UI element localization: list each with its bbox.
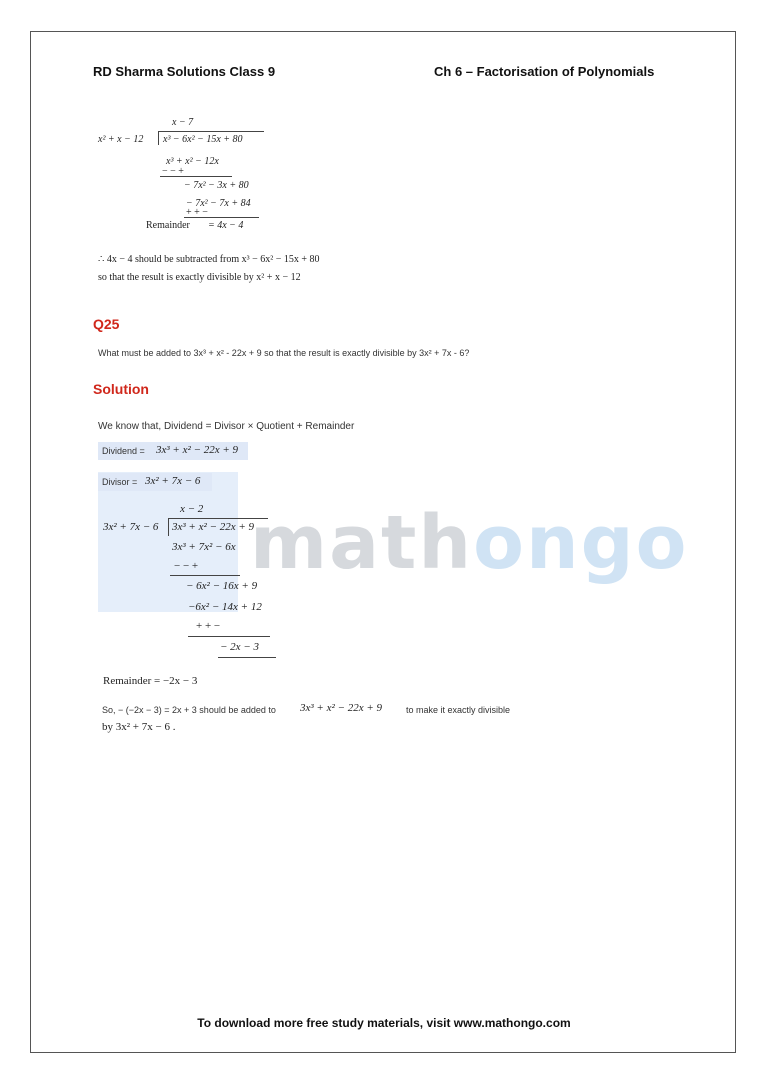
signs1-2: − − +	[174, 560, 199, 572]
signs2-2: + + −	[196, 620, 221, 632]
watermark-text: mathongo	[250, 500, 689, 586]
header-title: RD Sharma Solutions Class 9	[93, 64, 276, 79]
divisor-2: 3x² + 7x − 6	[103, 521, 159, 533]
dividend-value: 3x³ + x² − 22x + 9	[156, 444, 239, 456]
known-formula: We know that, Dividend = Divisor × Quotient + Remainder	[98, 421, 355, 432]
remainder-value-1: = 4x − 4	[208, 220, 244, 231]
question-text: What must be added to 3x³ + x² - 22x + 9 so that the result is exactly divisible by 3x² + 7x - 6?	[98, 348, 470, 358]
step1-1: x³ + x² − 12x	[166, 156, 219, 167]
rule-1a	[160, 176, 232, 177]
division-bracket-1	[158, 131, 159, 145]
question-label: Q25	[93, 316, 120, 332]
division-bracket-2	[168, 518, 169, 536]
solution-label: Solution	[93, 381, 149, 397]
diff2-2: − 2x − 3	[220, 641, 259, 653]
conclusion2-line2: by 3x² + 7x − 6 .	[102, 721, 176, 733]
quotient-2: x − 2	[180, 503, 204, 515]
conclusion2-expr: 3x³ + x² − 22x + 9	[300, 702, 383, 714]
rule-2b	[188, 636, 270, 637]
divisor-value: 3x² + 7x − 6	[145, 475, 201, 487]
dividend-2: 3x³ + x² − 22x + 9	[172, 521, 255, 533]
conclusion2-text-a: So, − (−2x − 3) = 2x + 3 should be added to	[102, 705, 276, 715]
conclusion1-line1: ∴ 4x − 4 should be subtracted from x³ − 6x² − 15x + 80	[98, 254, 320, 265]
rule-1b	[184, 217, 259, 218]
remainder-2: Remainder = −2x − 3	[103, 675, 198, 687]
divisor-1: x² + x − 12	[98, 134, 144, 145]
division-bar-2	[168, 518, 268, 519]
step2-2: −6x² − 14x + 12	[188, 601, 262, 613]
footer-text: To download more free study materials, visit www.mathongo.com	[197, 1016, 571, 1030]
rule-2a	[170, 575, 240, 576]
dividend-label: Dividend =	[102, 446, 145, 456]
rule-2c	[218, 657, 276, 658]
diff1-1: − 7x² − 3x + 80	[184, 180, 249, 191]
signs1-1: − − +	[162, 166, 184, 177]
signs2-1: + + −	[186, 207, 208, 218]
step1-2: 3x³ + 7x² − 6x	[172, 541, 236, 553]
remainder-label-1: Remainder	[146, 220, 190, 231]
step2-1: − 7x² − 7x + 84	[186, 198, 251, 209]
diff1-2: − 6x² − 16x + 9	[186, 580, 258, 592]
dividend-1: x³ − 6x² − 15x + 80	[163, 134, 243, 145]
conclusion2-text-c: to make it exactly divisible	[406, 705, 511, 715]
division-bar-1	[158, 131, 264, 132]
header-chapter: Ch 6 – Factorisation of Polynomials	[434, 64, 655, 79]
divisor-label: Divisor =	[102, 477, 138, 487]
conclusion1-line2: so that the result is exactly divisible by x² + x − 12	[98, 272, 301, 283]
quotient-1: x − 7	[172, 117, 194, 128]
